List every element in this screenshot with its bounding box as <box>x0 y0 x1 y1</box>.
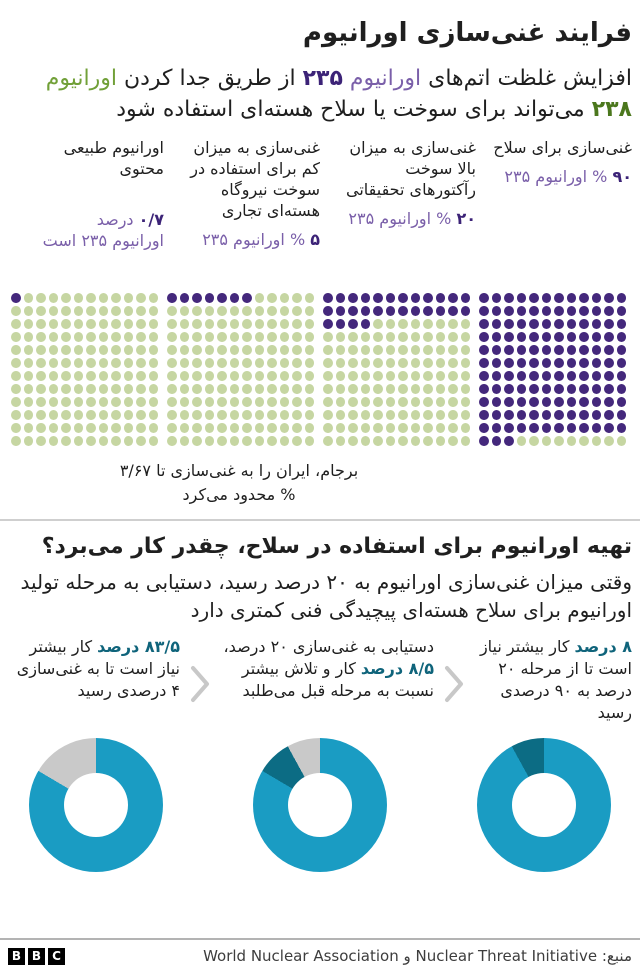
dot-grid <box>164 293 320 449</box>
section2-title: تهیه اورانیوم برای استفاده در سلاح، چقدر کار می‌برد؟ <box>41 534 632 560</box>
column-weapons <box>476 137 632 285</box>
uranium-238-word: اورانیوم <box>45 66 117 92</box>
bbc-logo-letter: C <box>48 948 65 965</box>
waffle-5-percent <box>164 293 320 449</box>
donut-cell <box>184 738 456 872</box>
waffle-90-percent <box>476 293 632 449</box>
donut-hole <box>64 773 128 837</box>
step-label-to-20: دستیابی به غنی‌سازی ۲۰ درصد، ۸/۵ درصد کار و تلاش بیشتر نسبت به مرحله قبل می‌طلبد <box>223 636 434 700</box>
footer-section <box>8 938 632 974</box>
donut-cell <box>456 738 632 872</box>
bbc-logo-letter: B <box>8 948 25 965</box>
uranium-235-word: اورانیوم <box>342 66 422 92</box>
column-title: اورانیوم طبیعی محتوی <box>63 138 164 179</box>
donut-chart-work-to-20 <box>253 738 387 872</box>
column-title: غنی‌سازی به میزان بالا سوخت رآکتورهای تحقیقاتی <box>346 138 476 200</box>
column-value: ۵ % اورانیوم ۲۳۵ <box>202 230 320 250</box>
donut-charts <box>8 738 632 872</box>
donut-chart-work-to-90 <box>477 738 611 872</box>
column-research-reactors <box>320 137 476 285</box>
intro-text <box>8 63 632 125</box>
page-title: فرایند غنی‌سازی اورانیوم <box>302 18 632 48</box>
column-value: ۹۰ % اورانیوم ۲۳۵ <box>504 167 632 187</box>
donut-chart-work-to-4 <box>29 738 163 872</box>
column-value: ۰/۷ درصد <box>96 210 164 230</box>
column-value-line2: اورانیوم ۲۳۵ است <box>42 231 164 251</box>
bbc-logo-letter: B <box>28 948 45 965</box>
donut-hole <box>288 773 352 837</box>
intro-part1: افزایش غلظت اتم‌های <box>421 66 632 92</box>
source-credit: منبع: Nuclear Threat Initiative و World Nuclear Association <box>203 947 632 965</box>
uranium-238-number: ۲۳۸ <box>591 97 632 123</box>
step-label-to-4: ۸۳/۵ درصد کار بیشتر نیاز است تا به غنی‌سازی ۴ درصدی رسید <box>16 636 180 700</box>
column-value: ۲۰ % اورانیوم ۲۳۵ <box>348 209 476 229</box>
chevron-right-icon <box>180 636 220 734</box>
intro-part3: می‌تواند برای سوخت یا سلاح هسته‌ای استفاده شود <box>116 97 592 123</box>
dot-grid <box>8 293 164 449</box>
column-title: غنی‌سازی برای سلاح <box>493 138 632 158</box>
footer <box>8 940 632 974</box>
waffle-natural <box>8 293 164 449</box>
donut-cell <box>8 738 184 872</box>
work-step-labels <box>8 636 632 734</box>
bbc-logo <box>8 948 65 965</box>
dot-grid <box>476 293 632 449</box>
chevron-right-icon <box>434 636 474 734</box>
enrichment-level-headers <box>8 137 632 285</box>
section2-paragraph: وقتی میزان غنی‌سازی اورانیوم به ۲۰ درصد رسید، دستیابی به مرحله تولید اورانیوم برای سلاح هسته‌ای پیچیدگی فنی کمتری دارد <box>20 569 632 622</box>
uranium-235-number: ۲۳۵ <box>302 66 343 92</box>
waffle-charts <box>8 293 632 449</box>
step-label-to-90: ۸ درصد کار بیشتر نیاز است تا از مرحله ۲۰ درصد به ۹۰ درصدی رسید <box>479 636 632 722</box>
column-natural-uranium <box>8 137 164 285</box>
dot-grid <box>320 293 476 449</box>
intro-part2: از طریق جدا کردن <box>116 66 303 92</box>
column-title: غنی‌سازی به میزان کم برای استفاده در سوخت نیروگاه هسته‌ای تجاری <box>190 138 320 221</box>
jcpoa-note: برجام، ایران را به غنی‌سازی تا ۳/۶۷ % محدود می‌کرد <box>119 461 359 505</box>
donut-hole <box>512 773 576 837</box>
column-commercial-power <box>164 137 320 285</box>
waffle-20-percent <box>320 293 476 449</box>
section-divider <box>0 519 640 521</box>
